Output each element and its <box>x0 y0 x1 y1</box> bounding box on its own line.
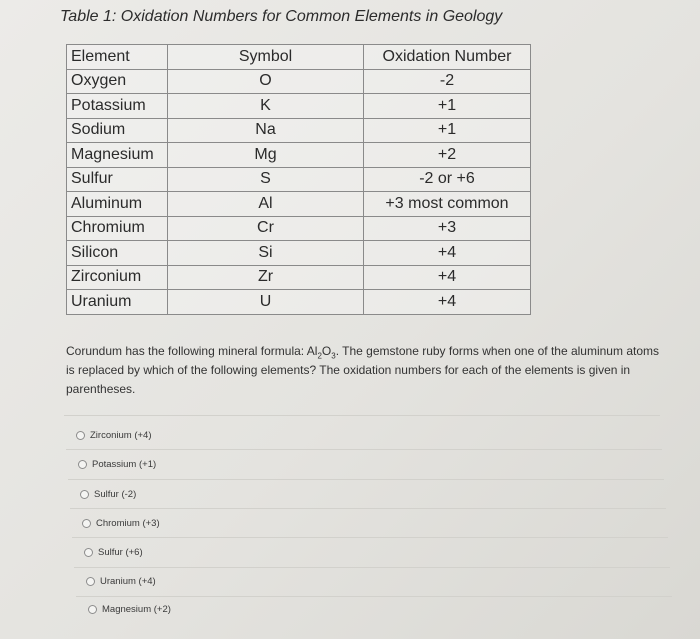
answer-option[interactable] <box>78 459 156 470</box>
radio-button[interactable] <box>78 460 87 469</box>
cell-symbol: U <box>168 290 364 315</box>
radio-button[interactable] <box>88 605 97 614</box>
cell-element: Aluminum <box>67 192 168 217</box>
cell-symbol: Si <box>168 241 364 266</box>
answer-option[interactable] <box>88 604 171 615</box>
table-title: Table 1: Oxidation Numbers for Common Elements in Geology <box>60 8 503 25</box>
header-oxidation-number: Oxidation Number <box>364 45 531 70</box>
formula-subscript-3: 3 <box>331 351 336 361</box>
cell-element: Magnesium <box>67 143 168 168</box>
cell-element: Oxygen <box>67 69 168 94</box>
cell-symbol: Cr <box>168 216 364 241</box>
header-symbol: Symbol <box>168 45 364 70</box>
answer-option-label: Sulfur (+6) <box>98 547 143 558</box>
cell-symbol: K <box>168 94 364 119</box>
question-intro: Corundum has the following mineral formula: <box>66 344 307 358</box>
cell-element: Potassium <box>67 94 168 119</box>
cell-symbol: O <box>168 69 364 94</box>
cell-oxidation: +1 <box>364 118 531 143</box>
cell-oxidation: +4 <box>364 290 531 315</box>
cell-oxidation: +3 most common <box>364 192 531 217</box>
table-row <box>67 192 531 217</box>
answer-option[interactable] <box>80 489 136 500</box>
radio-button[interactable] <box>76 431 85 440</box>
cell-oxidation: +4 <box>364 241 531 266</box>
divider <box>70 508 666 509</box>
table-row <box>67 167 531 192</box>
table-row <box>67 118 531 143</box>
answer-option-label: Uranium (+4) <box>100 576 156 587</box>
oxidation-table <box>66 44 531 315</box>
divider <box>68 479 664 480</box>
cell-oxidation: -2 or +6 <box>364 167 531 192</box>
table-header-row <box>67 45 531 70</box>
cell-oxidation: +1 <box>364 94 531 119</box>
cell-oxidation: +3 <box>364 216 531 241</box>
answer-option-label: Chromium (+3) <box>96 518 160 529</box>
cell-element: Silicon <box>67 241 168 266</box>
answer-option[interactable] <box>84 547 143 558</box>
answer-option[interactable] <box>82 518 160 529</box>
table-row <box>67 94 531 119</box>
cell-element: Zirconium <box>67 265 168 290</box>
question-body: . The gemstone ruby forms when one of the aluminum atoms is replaced by which of the following elements? The oxidation numbers for each of the elements is given in parentheses. <box>66 344 659 396</box>
cell-symbol: Al <box>168 192 364 217</box>
cell-element: Chromium <box>67 216 168 241</box>
formula-o: O <box>321 344 332 358</box>
cell-symbol: Mg <box>168 143 364 168</box>
cell-element: Sodium <box>67 118 168 143</box>
answer-option-label: Magnesium (+2) <box>102 604 171 615</box>
radio-button[interactable] <box>80 490 89 499</box>
radio-button[interactable] <box>84 548 93 557</box>
formula-al: Al <box>306 344 318 358</box>
answer-option[interactable] <box>76 430 152 441</box>
divider <box>72 537 668 538</box>
divider <box>64 415 660 416</box>
table-row <box>67 290 531 315</box>
table-row <box>67 265 531 290</box>
divider <box>74 567 670 568</box>
table-row <box>67 69 531 94</box>
cell-oxidation: +4 <box>364 265 531 290</box>
header-element: Element <box>67 45 168 70</box>
divider <box>76 596 672 597</box>
formula-subscript-2: 2 <box>317 351 322 361</box>
divider <box>66 449 662 450</box>
cell-element: Uranium <box>67 290 168 315</box>
answer-option-label: Zirconium (+4) <box>90 430 152 441</box>
answer-option[interactable] <box>86 576 156 587</box>
cell-oxidation: -2 <box>364 69 531 94</box>
radio-button[interactable] <box>86 577 95 586</box>
cell-element: Sulfur <box>67 167 168 192</box>
cell-symbol: Zr <box>168 265 364 290</box>
question-text <box>66 342 666 399</box>
cell-symbol: S <box>168 167 364 192</box>
cell-oxidation: +2 <box>364 143 531 168</box>
radio-button[interactable] <box>82 519 91 528</box>
answer-option-label: Sulfur (-2) <box>94 489 137 500</box>
cell-symbol: Na <box>168 118 364 143</box>
table-row <box>67 241 531 266</box>
table-row <box>67 143 531 168</box>
answer-option-label: Potassium (+1) <box>92 459 157 470</box>
table-row <box>67 216 531 241</box>
